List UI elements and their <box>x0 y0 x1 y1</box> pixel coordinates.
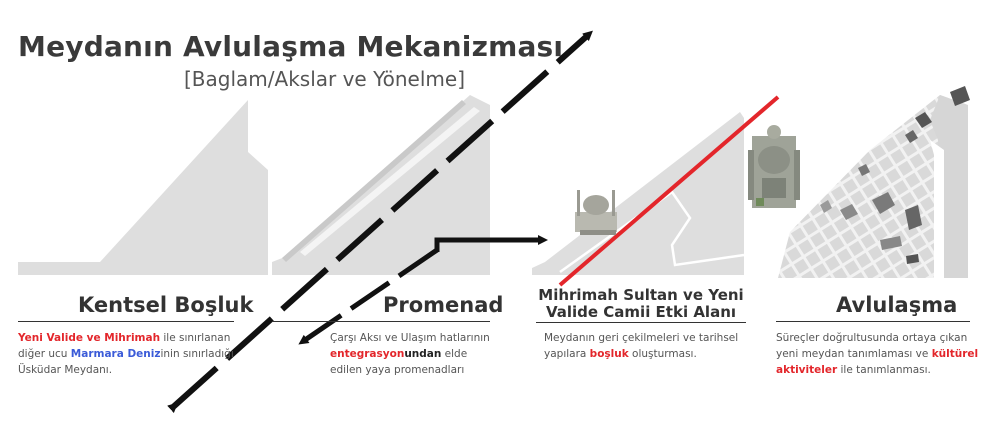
page-subtitle: [Baglam/Akslar ve Yönelme] <box>184 67 466 91</box>
kentsel-bosluk-shape <box>18 100 268 275</box>
page-title: Meydanın Avlulaşma Mekanizması <box>18 30 564 63</box>
mosque-icon <box>575 190 617 235</box>
etki-alani-shape <box>532 97 778 285</box>
panel-desc-promenad: Çarşı Aksı ve Ulaşım hatlarının entegrasyonundan elde edilen yaya promenadları <box>330 332 490 376</box>
promenad-shape <box>272 95 490 275</box>
panel-title-kentsel-bosluk: Kentsel Boşluk <box>78 293 254 317</box>
panel-title-promenad: Promenad <box>383 293 504 317</box>
panel-desc-avlulasma: Süreçler doğrultusunda ortaya çıkan yeni meydan tanımlaması ve kültürel aktiviteler ile tanımlanması. <box>776 332 979 376</box>
panel-desc-etki-alani: Meydanın geri çekilmeleri ve tarihsel yapılara boşluk oluşturması. <box>544 332 739 360</box>
mosque-icon <box>748 125 800 208</box>
avlulasma-map <box>778 86 970 278</box>
panel-title-avlulasma: Avlulaşma <box>836 293 958 317</box>
panel-divider <box>776 321 970 322</box>
panel-divider <box>18 321 234 322</box>
panel-title-etki-alani: Mihrimah Sultan ve Yeni Valide Camii Etki Alanı <box>538 286 744 321</box>
panel-divider <box>536 322 746 323</box>
panel-divider <box>272 321 490 322</box>
panel-desc-kentsel-bosluk: Yeni Valide ve Mihrimah ile sınırlanan diğer ucu Marmara Denizinin sınırladığı Üsküdar Meydanı. <box>18 332 234 376</box>
